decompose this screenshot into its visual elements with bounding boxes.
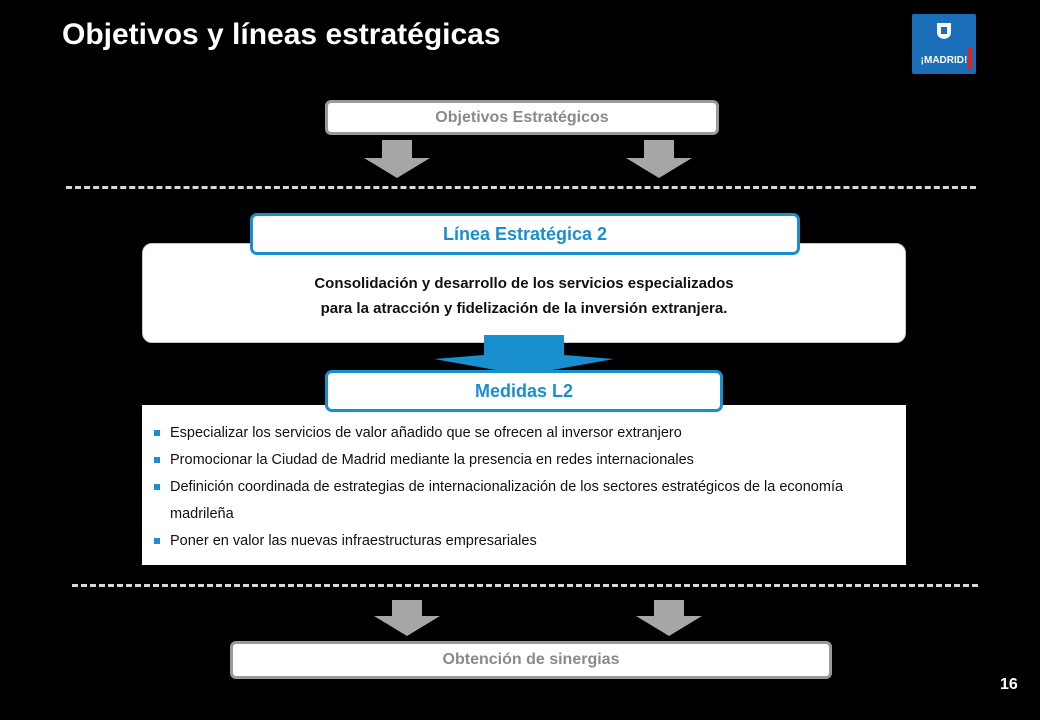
measures-header xyxy=(325,370,723,412)
arrow-down-icon xyxy=(364,140,430,178)
strategic-line-text xyxy=(143,271,905,321)
list-item: Definición coordinada de estrategias de internacionalización de los sectores estratégicos de la economía madrileña xyxy=(152,474,896,528)
strategic-line-label: Línea Estratégica 2 xyxy=(442,224,608,244)
separator-bottom xyxy=(72,584,978,587)
strategic-line-header xyxy=(250,213,800,255)
separator-top xyxy=(66,186,976,189)
strategic-line-box xyxy=(142,243,906,343)
coat-of-arms-icon xyxy=(936,22,952,40)
arrow-down-icon xyxy=(626,140,692,178)
measures-label: Medidas L2 xyxy=(474,381,574,401)
logo-text: ¡MADRID! xyxy=(920,55,968,66)
measures-box xyxy=(142,405,906,565)
madrid-logo xyxy=(912,14,976,74)
objectives-box xyxy=(325,100,719,135)
list-item: Poner en valor las nuevas infraestructuras empresariales xyxy=(152,528,896,555)
arrow-down-icon xyxy=(636,600,702,636)
synergies-box xyxy=(230,641,832,679)
list-item: Promocionar la Ciudad de Madrid mediante la presencia en redes internacionales xyxy=(152,447,896,474)
page-number: 16 xyxy=(1000,676,1018,693)
strategic-line-text-2: para la atracción y fidelización de la inversión extranjera. xyxy=(320,300,728,317)
list-item: Especializar los servicios de valor añadido que se ofrecen al inversor extranjero xyxy=(152,420,896,447)
strategic-line-text-1: Consolidación y desarrollo de los servicios especializados xyxy=(314,275,734,292)
logo-accent-bar xyxy=(968,48,972,70)
arrow-down-icon xyxy=(374,600,440,636)
blue-arrow-down-icon xyxy=(434,335,614,375)
synergies-label: Obtención de sinergias xyxy=(442,651,620,668)
measures-list xyxy=(152,420,896,555)
objectives-label: Objetivos Estratégicos xyxy=(435,109,609,126)
page-title: Objetivos y líneas estratégicas xyxy=(62,18,501,51)
